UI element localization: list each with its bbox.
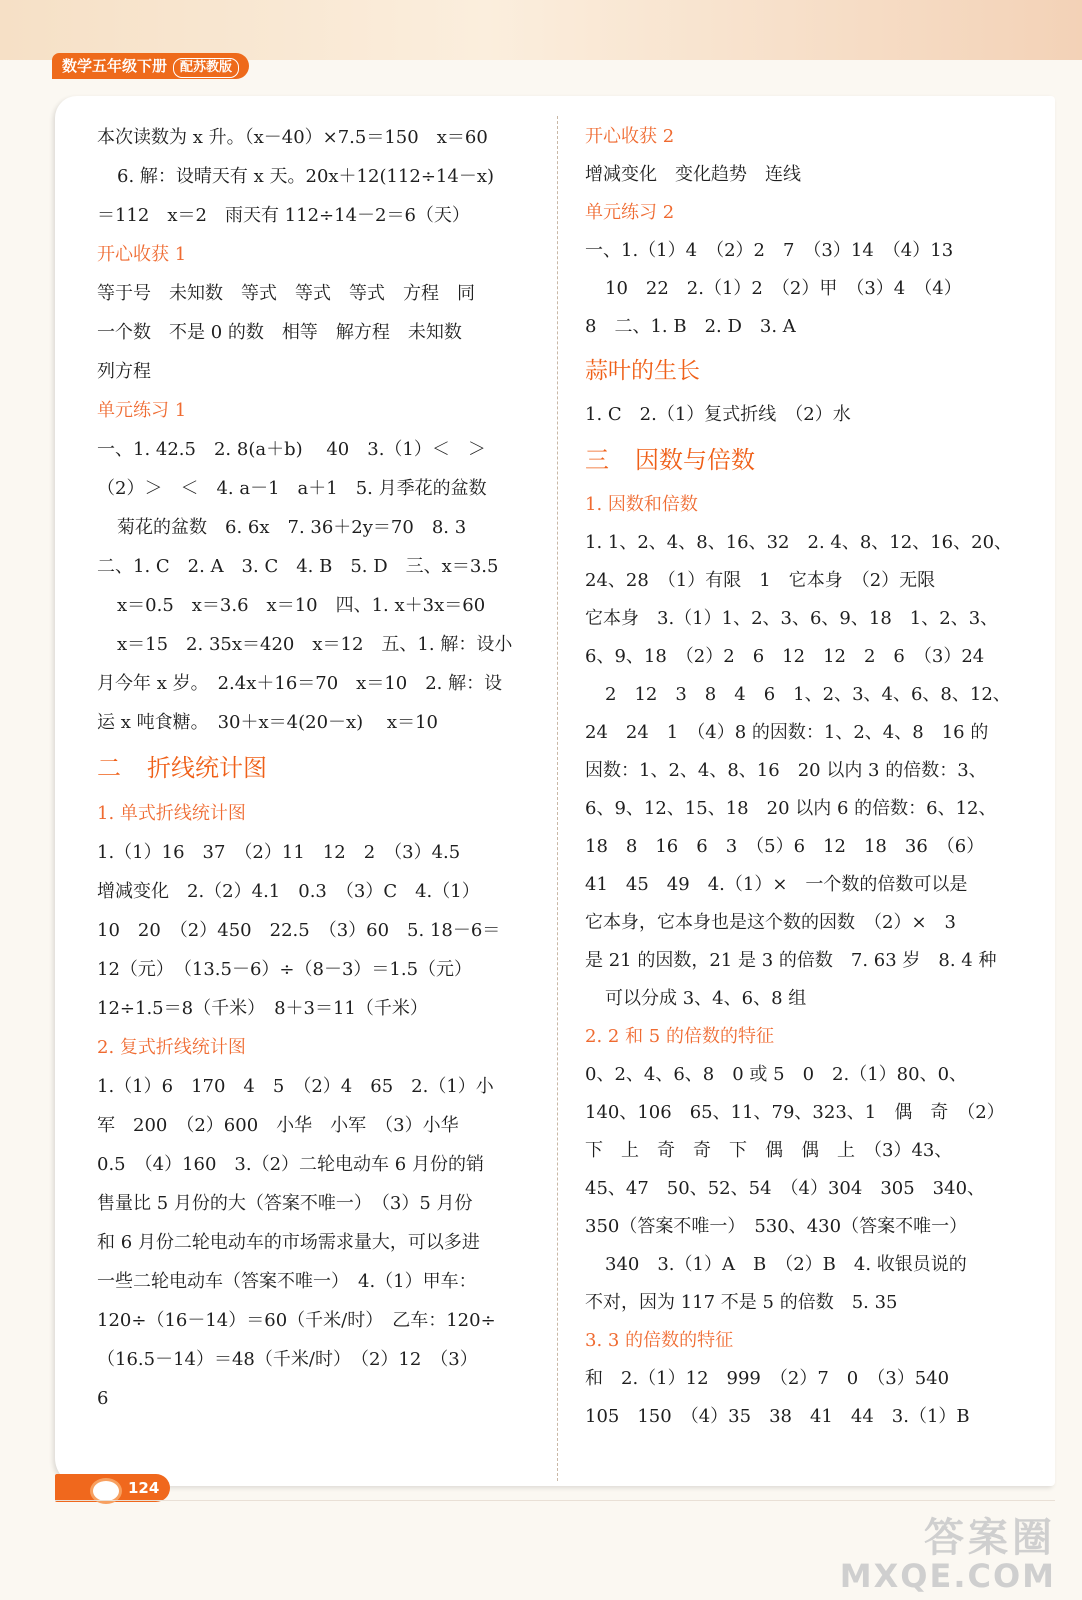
answer-line: 增减变化 变化趋势 连线 [585,164,801,185]
answer-line: 105 150 （4）35 38 41 44 3.（1）B [585,1406,970,1427]
right-column [585,118,1020,1436]
answer-line: 一个数 不是 0 的数 相等 解方程 未知数 [97,322,462,343]
answer-line: 和 2.（1）12 999 （2）7 0 （3）540 [585,1368,950,1389]
subsection-heading: 2. 2 和 5 的倍数的特征 [585,1026,774,1047]
answer-line: 1. 1、2、4、8、16、32 2. 4、8、12、16、20、 [585,532,1013,553]
answer-line: 一些二轮电动车（答案不唯一） 4.（1）甲车： [97,1271,477,1292]
answer-line: （2）＞ ＜ 4. a－1 a＋1 5. 月季花的盆数 [97,478,487,499]
watermark-logo [840,1517,1056,1593]
answer-line: 0、2、4、6、8 0 或 5 0 2.（1）80、0、 [585,1064,968,1085]
page-number: 124 [128,1479,160,1497]
answer-line: 10 20 （2）450 22.5 （3）60 5. 18－6＝ [97,920,501,941]
answer-line: 和 6 月份二轮电动车的市场需求量大，可以多进 [97,1232,480,1253]
subsection-heading: 2. 复式折线统计图 [97,1037,246,1058]
answer-line: 1.（1）16 37 （2）11 12 2 （3）4.5 [97,842,461,863]
answer-line: 它本身 3.（1）1、2、3、6、9、18 1、2、3、 [585,608,999,629]
answer-line: 6、9、12、15、18 20 以内 6 的倍数：6、12、 [585,798,997,819]
answer-line: 41 45 49 4.（1）× 一个数的倍数可以是 [585,874,968,895]
subsection-heading: 1. 因数和倍数 [585,494,698,515]
answer-line: 10 22 2.（1）2 （2）甲 （3）4 （4） [605,278,962,299]
chapter-title: 折线统计图 [147,754,267,782]
column-divider [557,116,558,1481]
answer-line: 运 x 吨食糖。 30＋x＝4(20－x) x＝10 [97,712,438,733]
answer-line: 二、1. C 2. A 3. C 4. B 5. D 三、x＝3.5 [97,556,499,577]
book-title: 数学五年级下册 [62,57,168,75]
answer-line: 12÷1.5＝8（千米） 8＋3＝11（千米） [97,998,428,1019]
answer-line: ＝112 x＝2 雨天有 112÷14－2＝6（天） [97,205,470,226]
subsection-heading: 单元练习 1 [97,400,187,421]
answer-line: 120÷（16－14）＝60（千米/时） 乙车：120÷ [97,1310,496,1331]
answer-line: 1. C 2.（1）复式折线 （2）水 [585,404,851,425]
answer-line: 6. 解：设晴天有 x 天。20x＋12(112÷14－x) [117,166,494,187]
answer-line: 等于号 未知数 等式 等式 等式 方程 同 [97,283,475,304]
answer-line: 菊花的盆数 6. 6x 7. 36＋2y＝70 8. 3 [117,517,467,538]
answer-line: 2 12 3 8 4 6 1、2、3、4、6、8、12、 [605,684,1011,705]
answer-line: x＝0.5 x＝3.6 x＝10 四、1. x＋3x＝60 [117,595,486,616]
book-title-tab [52,53,249,79]
answer-line: 6 [97,1388,109,1409]
answer-line: 它本身，它本身也是这个数的因数 （2）× 3 [585,912,956,933]
watermark-domain: MXQE.COM [839,1557,1056,1595]
footer-divider [55,1500,1055,1501]
answer-line: 军 200 （2）600 小华 小军 （3）小华 [97,1115,459,1136]
answer-line: 不对，因为 117 不是 5 的倍数 5. 35 [585,1292,898,1313]
edition-badge: 配苏教版 [173,58,239,78]
subsection-heading: 1. 单式折线统计图 [97,803,246,824]
answer-line: 售量比 5 月份的大（答案不唯一） （3）5 月份 [97,1193,473,1214]
answer-line: 列方程 [97,361,151,382]
answer-line: 8 二、1. B 2. D 3. A [585,316,796,337]
answer-line: 下 上 奇 奇 下 偶 偶 上 （3）43、 [585,1140,953,1161]
section-heading: 蒜叶的生长 [585,358,700,384]
chapter-heading [97,742,537,794]
answer-line: （16.5－14）＝48（千米/时） （2）12 （3） [97,1349,478,1370]
chapter-number: 三 [585,446,609,474]
answer-line: 本次读数为 x 升。（x－40）×7.5＝150 x＝60 [97,127,488,148]
answer-line: 6、9、18 （2）2 6 12 12 2 6 （3）24 [585,646,985,667]
answer-line: 因数：1、2、4、8、16 20 以内 3 的倍数：3、 [585,760,987,781]
chapter-title: 因数与倍数 [635,446,755,474]
answer-line: 月今年 x 岁。 2.4x＋16＝70 x＝10 2. 解：设 [97,673,503,694]
answer-line: 45、47 50、52、54 （4）304 305 340、 [585,1178,986,1199]
answer-line: 0.5 （4）160 3.（2）二轮电动车 6 月份的销 [97,1154,484,1175]
answer-line: 一、1. 42.5 2. 8(a＋b) 40 3.（1）＜ ＞ [97,439,486,460]
answer-line: 是 21 的因数，21 是 3 的倍数 7. 63 岁 8. 4 种 [585,950,997,971]
chapter-number: 二 [97,754,121,782]
answer-line: 24、28 （1）有限 1 它本身 （2）无限 [585,570,936,591]
top-decoration [0,0,1082,60]
subsection-heading: 开心收获 1 [97,244,187,265]
answer-line: 350（答案不唯一） 530、430（答案不唯一） [585,1216,968,1237]
subsection-heading: 单元练习 2 [585,202,675,223]
answer-line: 一、1.（1）4 （2）2 7 （3）14 （4）13 [585,240,954,261]
answer-line: 24 24 1 （4）8 的因数：1、2、4、8 16 的 [585,722,989,743]
subsection-heading: 开心收获 2 [585,126,675,147]
answer-line: 340 3.（1）A B （2）B 4. 收银员说的 [605,1254,967,1275]
answer-line: 可以分成 3、4、6、8 组 [605,988,807,1009]
answer-line: 1.（1）6 170 4 5 （2）4 65 2.（1）小 [97,1076,494,1097]
answer-line: 12（元） （13.5－6）÷（8－3）＝1.5（元） [97,959,473,980]
answer-line: 增减变化 2.（2）4.1 0.3 （3）C 4.（1） [97,881,480,902]
watermark-text: 答案圈 [924,1515,1056,1561]
left-column [97,118,537,1418]
chapter-heading [585,434,1020,486]
answer-line: 140、106 65、11、79、323、1 偶 奇 （2） [585,1102,1005,1123]
answer-line: 18 8 16 6 3 （5）6 12 18 36 （6） [585,836,985,857]
answer-line: x＝15 2. 35x＝420 x＝12 五、1. 解：设小 [117,634,513,655]
subsection-heading: 3. 3 的倍数的特征 [585,1330,734,1351]
